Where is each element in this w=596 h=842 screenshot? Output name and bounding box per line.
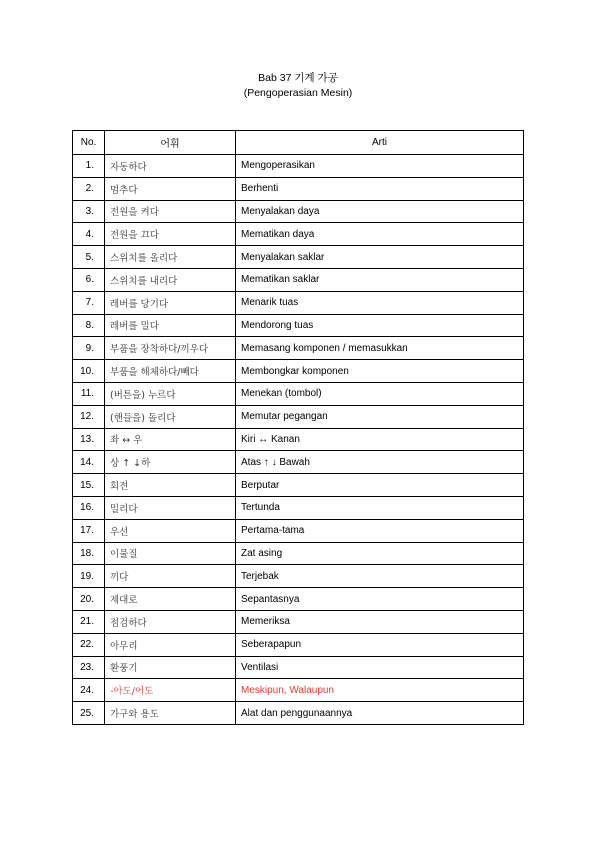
table-row (73, 155, 524, 178)
row-number: 18. (73, 542, 105, 565)
table-row (73, 337, 524, 360)
row-number: 4. (73, 223, 105, 246)
table-row (73, 542, 524, 565)
row-number: 15. (73, 474, 105, 497)
korean-term: 부품을 장착하다/끼우다 (105, 337, 236, 360)
title-line-1: Bab 37 기계 가공 (258, 72, 338, 84)
table-row (73, 496, 524, 519)
indonesian-meaning: Terjebak (236, 565, 524, 588)
indonesian-meaning: Sepantasnya (236, 588, 524, 611)
table-row (73, 314, 524, 337)
korean-term: 이물질 (105, 542, 236, 565)
indonesian-meaning: Berhenti (236, 177, 524, 200)
table-row (73, 246, 524, 269)
vocabulary-table (72, 130, 524, 725)
korean-term: 가구와 용도 (105, 702, 236, 725)
indonesian-meaning: Seberapapun (236, 633, 524, 656)
korean-term: 자동하다 (105, 155, 236, 178)
korean-term: 끼다 (105, 565, 236, 588)
indonesian-meaning: Menyalakan daya (236, 200, 524, 223)
table-row (73, 268, 524, 291)
indonesian-meaning: Mematikan saklar (236, 268, 524, 291)
row-number: 11. (73, 382, 105, 405)
row-number: 17. (73, 519, 105, 542)
indonesian-meaning: Meskipun, Walaupun (236, 679, 524, 702)
korean-term: 부품을 해체하다/빼다 (105, 360, 236, 383)
indonesian-meaning: Pertama-tama (236, 519, 524, 542)
row-number: 20. (73, 588, 105, 611)
indonesian-meaning: Mengoperasikan (236, 155, 524, 178)
indonesian-meaning: Mendorong tuas (236, 314, 524, 337)
indonesian-meaning: Memutar pegangan (236, 405, 524, 428)
row-number: 16. (73, 496, 105, 519)
row-number: 25. (73, 702, 105, 725)
table-row (73, 291, 524, 314)
korean-term: 전원을 켜다 (105, 200, 236, 223)
row-number: 2. (73, 177, 105, 200)
korean-term: 회전 (105, 474, 236, 497)
korean-term: 좌 ↔ 우 (105, 428, 236, 451)
korean-term: 멈추다 (105, 177, 236, 200)
korean-term: -아도/어도 (105, 679, 236, 702)
table-row (73, 656, 524, 679)
korean-term: 점검하다 (105, 610, 236, 633)
indonesian-meaning: Menarik tuas (236, 291, 524, 314)
row-number: 6. (73, 268, 105, 291)
row-number: 21. (73, 610, 105, 633)
table-row (73, 519, 524, 542)
korean-term: 레버를 당기다 (105, 291, 236, 314)
indonesian-meaning: Kiri ↔ Kanan (236, 428, 524, 451)
korean-term: 스위치를 올리다 (105, 246, 236, 269)
row-number: 10. (73, 360, 105, 383)
korean-term: 밀리다 (105, 496, 236, 519)
title-line-2: (Pengoperasian Mesin) (243, 87, 353, 99)
table-header-row (73, 131, 524, 155)
row-number: 1. (73, 155, 105, 178)
korean-term: 전원을 끄다 (105, 223, 236, 246)
row-number: 13. (73, 428, 105, 451)
indonesian-meaning: Menekan (tombol) (236, 382, 524, 405)
row-number: 22. (73, 633, 105, 656)
indonesian-meaning: Ventilasi (236, 656, 524, 679)
row-number: 3. (73, 200, 105, 223)
table-row (73, 474, 524, 497)
row-number: 7. (73, 291, 105, 314)
korean-term: 우선 (105, 519, 236, 542)
table-row (73, 451, 524, 474)
document-title (0, 71, 596, 101)
indonesian-meaning: Mematikan daya (236, 223, 524, 246)
korean-term: 스위치를 내리다 (105, 268, 236, 291)
header-meaning: Arti (236, 131, 524, 155)
table-row (73, 633, 524, 656)
table-row (73, 223, 524, 246)
row-number: 24. (73, 679, 105, 702)
korean-term: 아무리 (105, 633, 236, 656)
table-row (73, 382, 524, 405)
korean-term: (버튼을) 누르다 (105, 382, 236, 405)
korean-term: (핸들을) 돌리다 (105, 405, 236, 428)
row-number: 9. (73, 337, 105, 360)
korean-term: 레버를 밀다 (105, 314, 236, 337)
indonesian-meaning: Atas ↑ ↓ Bawah (236, 451, 524, 474)
indonesian-meaning: Tertunda (236, 496, 524, 519)
table-row (73, 428, 524, 451)
indonesian-meaning: Memeriksa (236, 610, 524, 633)
indonesian-meaning: Memasang komponen / memasukkan (236, 337, 524, 360)
korean-term: 환풍기 (105, 656, 236, 679)
header-korean: 어휘 (105, 131, 236, 155)
indonesian-meaning: Berputar (236, 474, 524, 497)
row-number: 8. (73, 314, 105, 337)
indonesian-meaning: Membongkar komponen (236, 360, 524, 383)
row-number: 12. (73, 405, 105, 428)
table-row (73, 200, 524, 223)
table-row (73, 405, 524, 428)
indonesian-meaning: Menyalakan saklar (236, 246, 524, 269)
table-row (73, 177, 524, 200)
table-row (73, 565, 524, 588)
table-row (73, 360, 524, 383)
korean-term: 제대로 (105, 588, 236, 611)
table-row (73, 610, 524, 633)
row-number: 23. (73, 656, 105, 679)
row-number: 14. (73, 451, 105, 474)
row-number: 19. (73, 565, 105, 588)
header-no: No. (73, 131, 105, 155)
korean-term: 상 ↑ ↓하 (105, 451, 236, 474)
table-row (73, 679, 524, 702)
indonesian-meaning: Alat dan penggunaannya (236, 702, 524, 725)
table-row (73, 588, 524, 611)
table-row (73, 702, 524, 725)
indonesian-meaning: Zat asing (236, 542, 524, 565)
row-number: 5. (73, 246, 105, 269)
